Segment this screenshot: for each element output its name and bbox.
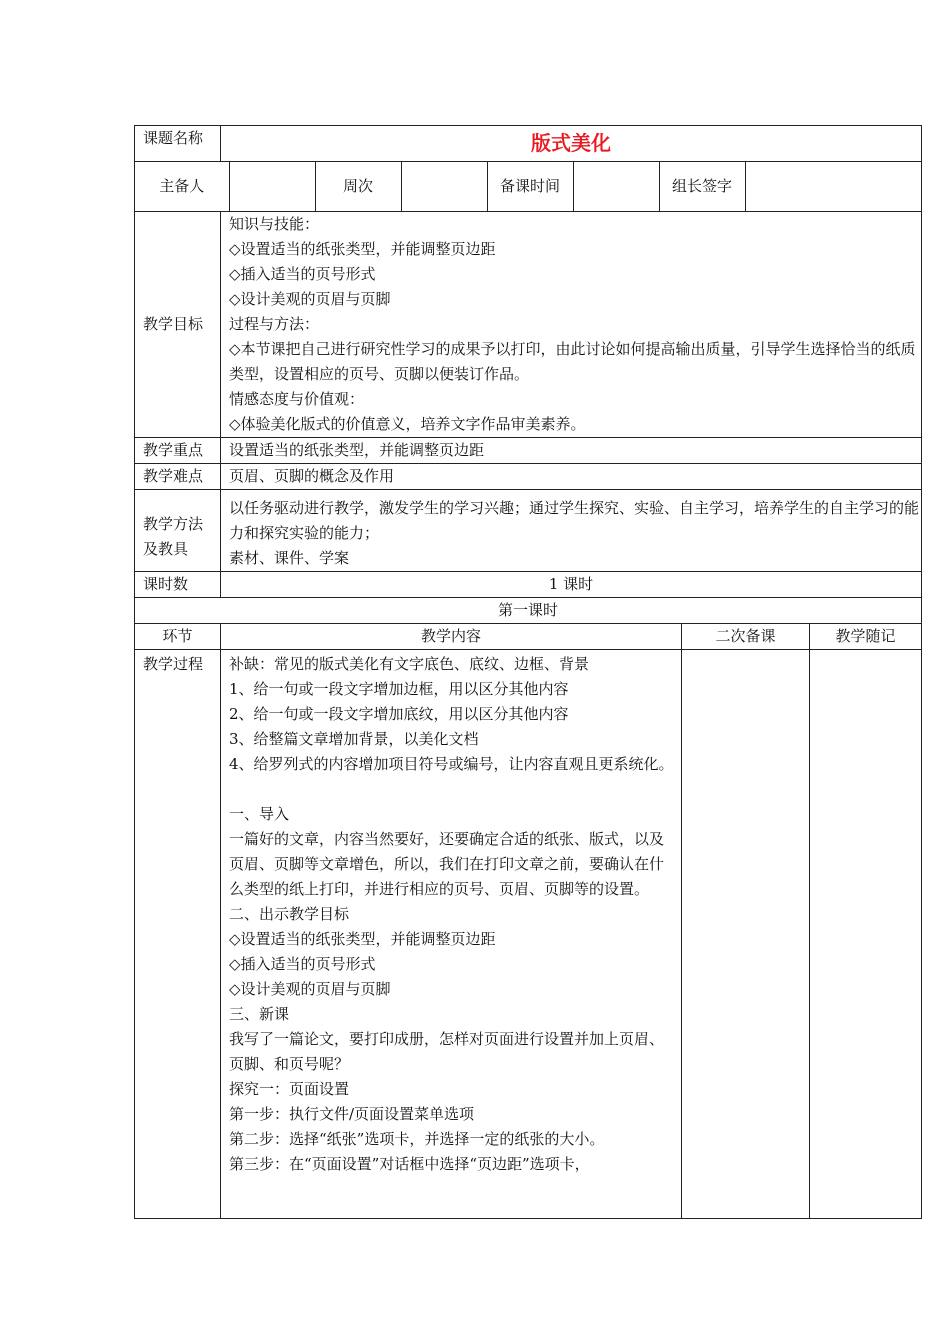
process-line: ◇设计美观的页眉与页脚	[229, 980, 391, 998]
hours-value: 1 课时	[221, 572, 922, 598]
notes-cell[interactable]	[810, 650, 922, 1219]
key-point-value: 设置适当的纸张类型，并能调整页边距	[221, 438, 922, 464]
preparer-label: 主备人	[135, 162, 229, 211]
goals-line: ◇体验美化版式的价值意义，培养文字作品审美素养。	[229, 415, 586, 433]
process-line: 2、给一句或一段文字增加底纹，用以区分其他内容	[229, 705, 569, 723]
goals-line: ◇设置适当的纸张类型，并能调整页边距	[229, 240, 496, 258]
process-line	[229, 777, 675, 802]
lesson-row	[135, 598, 922, 624]
leader-sign-value	[745, 162, 922, 211]
prep-time-value	[573, 162, 659, 211]
process-line: 我写了一篇论文，要打印成册，怎样对页面进行设置并加上页眉、页脚、和页号呢？	[229, 1030, 665, 1073]
hours-label: 课时数	[135, 572, 221, 598]
method-line: 以任务驱动进行教学，激发学生的学习兴趣；通过学生探究、实验、自主学习，培养学生的自主学习的能力和探究实验的能力；	[229, 499, 920, 542]
method-line: 素材、课件、学案	[229, 549, 350, 567]
goals-label: 教学目标	[135, 212, 221, 438]
column-content: 教学内容	[221, 624, 682, 650]
title-label: 课题名称	[135, 126, 221, 162]
goals-line: 过程与方法：	[229, 315, 320, 333]
difficulty-row	[135, 464, 922, 490]
process-line: 二、出示教学目标	[229, 905, 350, 923]
second-prep-cell[interactable]	[682, 650, 810, 1219]
goals-row	[135, 212, 922, 438]
leader-sign-label: 组长签字	[659, 162, 745, 211]
preparer-value	[229, 162, 315, 211]
process-line: 补缺：常见的版式美化有文字底色、底纹、边框、背景	[229, 655, 590, 673]
column-notes: 教学随记	[810, 624, 922, 650]
column-header-row	[135, 624, 922, 650]
lesson-plan-table	[134, 125, 922, 1219]
process-line: 一、导入	[229, 805, 290, 823]
week-label: 周次	[315, 162, 401, 211]
goals-line: 情感态度与价值观：	[229, 390, 365, 408]
method-row	[135, 490, 922, 572]
process-line: ◇插入适当的页号形式	[229, 955, 376, 973]
process-row	[135, 650, 922, 1219]
key-point-row	[135, 438, 922, 464]
method-label: 及教具	[143, 539, 189, 558]
process-line: 三、新课	[229, 1005, 290, 1023]
goals-line: ◇本节课把自己进行研究性学习的成果予以打印，由此讨论如何提高输出质量，引导学生选择恰当的纸质类型，设置相应的页号、页脚以便装订作品。	[229, 340, 916, 383]
column-second-prep: 二次备课	[682, 624, 810, 650]
goals-line: ◇插入适当的页号形式	[229, 265, 376, 283]
process-line: 第三步：在“页面设置”对话框中选择“页边距”选项卡，	[229, 1155, 590, 1173]
process-line: 探究一：页面设置	[229, 1080, 350, 1098]
process-line: 1、给一句或一段文字增加边框，用以区分其他内容	[229, 680, 569, 698]
goals-line: ◇设计美观的页眉与页脚	[229, 290, 391, 308]
preparer-row	[135, 162, 922, 212]
process-line: 3、给整篇文章增加背景，以美化文档	[229, 730, 479, 748]
difficulty-label: 教学难点	[135, 464, 221, 490]
process-line: 第一步：执行文件/页面设置菜单选项	[229, 1105, 475, 1123]
lesson-session-title: 第一课时	[135, 598, 922, 624]
lesson-title: 版式美化	[221, 126, 922, 162]
prep-time-label: 备课时间	[487, 162, 573, 211]
process-line: 第二步：选择“纸张”选项卡，并选择一定的纸张的大小。	[229, 1130, 605, 1148]
title-row	[135, 126, 922, 162]
process-label: 教学过程	[135, 650, 221, 1219]
lesson-plan-sheet	[134, 125, 921, 1219]
difficulty-value: 页眉、页脚的概念及作用	[221, 464, 922, 490]
week-value	[401, 162, 487, 211]
column-stage: 环节	[135, 624, 221, 650]
method-label: 教学方法	[143, 514, 204, 533]
process-line: ◇设置适当的纸张类型，并能调整页边距	[229, 930, 496, 948]
key-point-label: 教学重点	[135, 438, 221, 464]
process-line: 一篇好的文章，内容当然要好，还要确定合适的纸张、版式，以及页眉、页脚等文章增色，所以，我们在打印文章之前，要确认在什么类型的纸上打印，并进行相应的页号、页眉、页脚等的设置。	[229, 830, 665, 898]
goals-line: 知识与技能：	[229, 215, 320, 233]
hours-row	[135, 572, 922, 598]
process-line: 4、给罗列式的内容增加项目符号或编号，让内容直观且更系统化。	[229, 755, 674, 773]
